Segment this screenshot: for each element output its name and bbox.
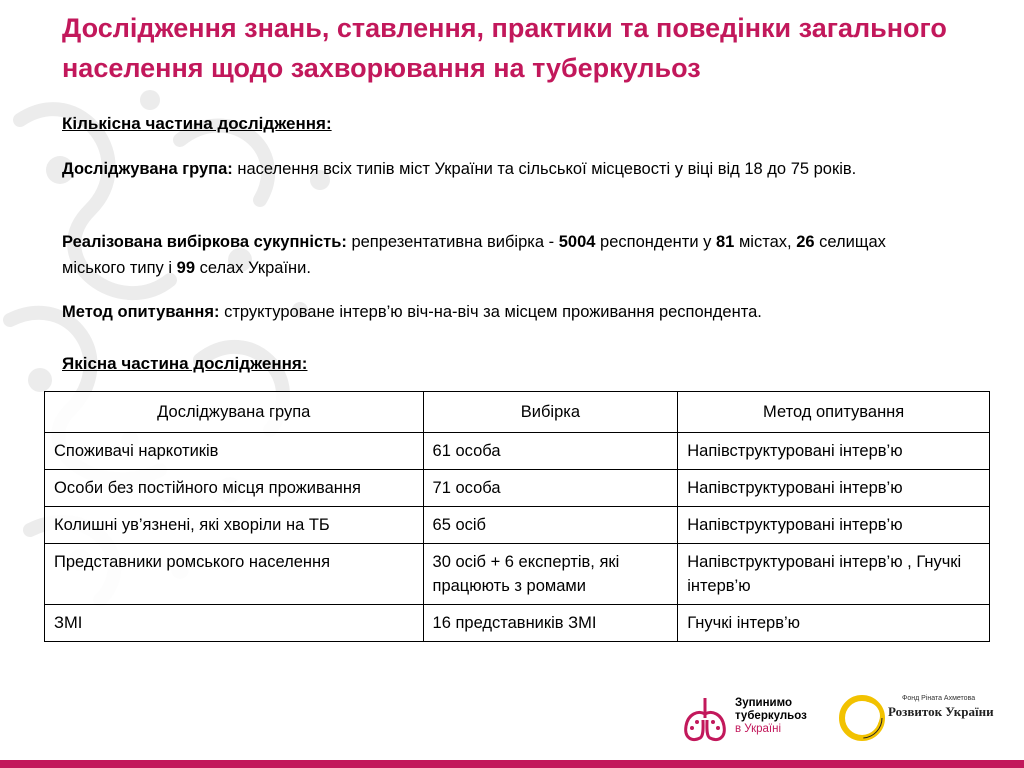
table-cell: Споживачі наркотиків xyxy=(45,433,424,470)
lungs-logo-icon xyxy=(680,692,730,748)
study-group-label: Досліджувана група: xyxy=(62,160,233,178)
method-text: структуроване інтерв’ю віч-на-віч за місцем проживання респондента. xyxy=(224,303,762,321)
column-header: Метод опитування xyxy=(678,392,990,433)
foundation-small-text: Фонд Ріната Ахметова xyxy=(902,695,976,702)
table-header-row xyxy=(45,392,990,433)
quantitative-heading: Кількісна частина дослідження: xyxy=(62,114,332,133)
table-cell: ЗМІ xyxy=(45,605,424,642)
table-cell: Особи без постійного місця проживання xyxy=(45,470,424,507)
table-cell: Колишні ув’язнені, які хворіли на ТБ xyxy=(45,507,424,544)
stop-tb-logo-text xyxy=(735,697,807,736)
logo-text-line: туберкульоз xyxy=(735,710,807,722)
table-cell: 71 особа xyxy=(423,470,678,507)
table-cell: 65 осіб xyxy=(423,507,678,544)
column-header: Вибірка xyxy=(423,392,678,433)
sample-label: Реалізована вибіркова сукупність: xyxy=(62,233,347,251)
sample-text-5: селах України. xyxy=(199,259,311,277)
logo-text-line: Зупинимо xyxy=(735,697,793,709)
table-row xyxy=(45,470,990,507)
slide-title: Дослідження знань, ставлення, практики та поведінки загального населення щодо захворювання на туберкульоз xyxy=(62,13,947,83)
table-cell: 16 представників ЗМІ xyxy=(423,605,678,642)
table-cell: 61 особа xyxy=(423,433,678,470)
logo-text-line: в Україні xyxy=(735,723,782,735)
column-header: Досліджувана група xyxy=(45,392,424,433)
table-cell: Напівструктуровані інтерв’ю , Гнучкі інтерв’ю xyxy=(678,544,990,605)
bottom-accent-bar xyxy=(0,760,1024,768)
table-cell: 30 осіб + 6 експертів, які працюють з ромами xyxy=(423,544,678,605)
table-cell: Напівструктуровані інтерв’ю xyxy=(678,470,990,507)
foundation-name: Розвиток України xyxy=(888,704,994,719)
sample-text-1: репрезентативна вибірка - xyxy=(351,233,555,251)
sample-villages-count: 99 xyxy=(176,259,196,277)
table-cell: Гнучкі інтерв’ю xyxy=(678,605,990,642)
table-row xyxy=(45,507,990,544)
table-row xyxy=(45,544,990,605)
sample-respondents-count: 5004 xyxy=(558,233,596,251)
qualitative-heading: Якісна частина дослідження: xyxy=(62,354,308,373)
method-paragraph xyxy=(62,299,942,325)
sample-cities-count: 81 xyxy=(715,233,735,251)
sample-text-2: респонденти у xyxy=(600,233,712,251)
table-cell: Напівструктуровані інтерв’ю xyxy=(678,507,990,544)
sample-paragraph xyxy=(62,229,942,281)
table-cell: Представники ромського населення xyxy=(45,544,424,605)
table-row xyxy=(45,605,990,642)
table-cell: Напівструктуровані інтерв’ю xyxy=(678,433,990,470)
study-group-text: населення всіх типів міст України та сільської місцевості у віці від 18 до 75 років. xyxy=(237,160,857,178)
method-label: Метод опитування: xyxy=(62,303,220,321)
study-group-paragraph xyxy=(62,156,942,182)
sample-text-4: селищах міського типу і xyxy=(62,233,886,277)
foundation-logo-icon xyxy=(838,694,886,742)
sample-text-3: містах, xyxy=(738,233,792,251)
sample-towns-count: 26 xyxy=(796,233,815,251)
qualitative-table xyxy=(44,391,990,642)
table-row xyxy=(45,433,990,470)
